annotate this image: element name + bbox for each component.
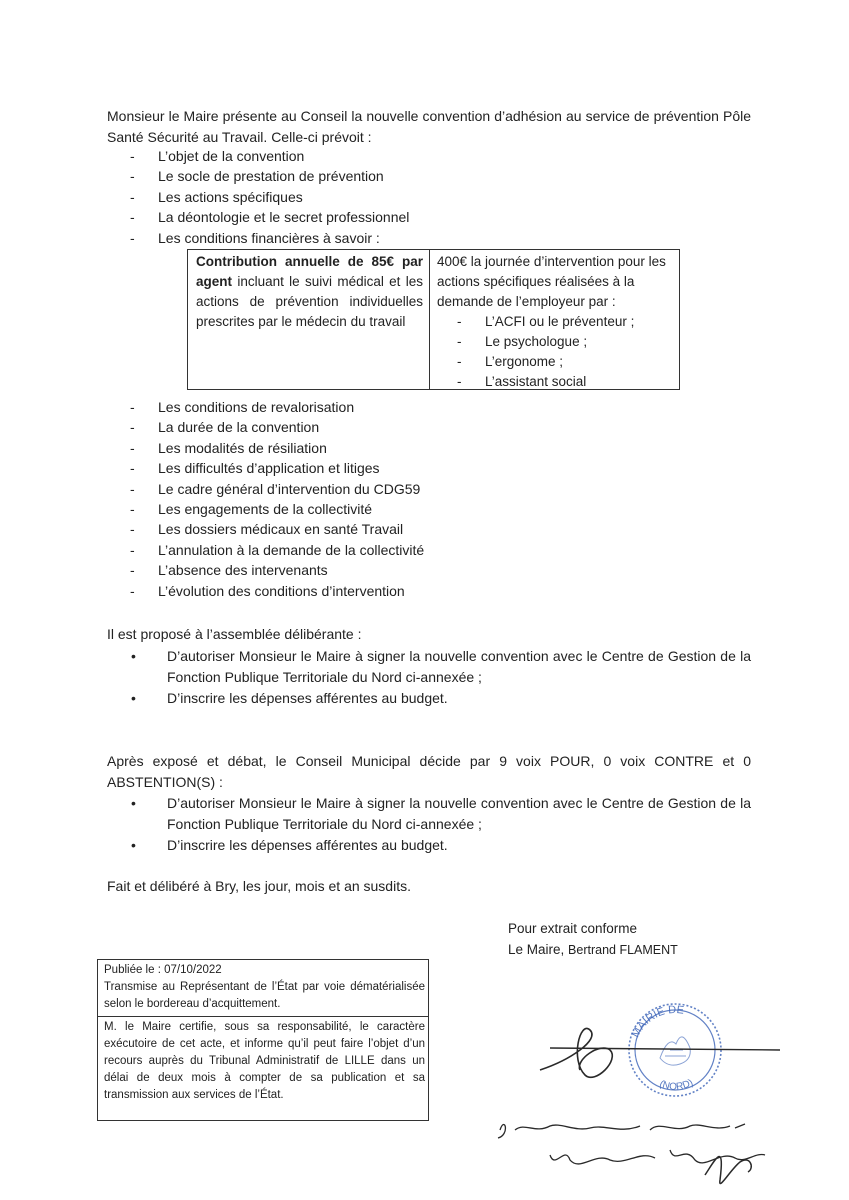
extract-conforme-label: Pour extrait conforme (508, 921, 638, 936)
mayor-line: Le Maire, Bertrand FLAMENT (508, 942, 678, 957)
list-item: - L’annulation à la demande de la collectivité (130, 541, 425, 558)
list-item: - Les dossiers médicaux en santé Travail (130, 521, 404, 538)
list-item: - L’objet de la convention (130, 148, 305, 164)
list-item: - L’évolution des conditions d’intervention (130, 582, 405, 599)
secretary-handwritten-note (480, 1100, 800, 1200)
decision-heading: Après exposé et débat, le Conseil Municipal décide par 9 voix POUR, 0 voix CONTRE et 0 ABSTENTION(S) : (107, 753, 751, 790)
list-item: - L’ergonome ; (457, 354, 564, 369)
publication-date: Publiée le : 07/10/2022 (104, 964, 222, 976)
certification-text: M. le Maire certifie, sous sa responsabilité, le caractère exécutoire de cet acte, et informe qu’il peut faire l’objet d’un recours auprès du Tribunal Administratif de LILLE dans un délai de deux mois à compter de sa publication et sa transmission aux services de l’État. (104, 1021, 425, 1101)
stamp-bottom-text: (NORD) (657, 1077, 696, 1093)
list-item: • D’autoriser Monsieur le Maire à signer la nouvelle convention avec le Centre de Gestion de la Fonction Publique Territoriale du Nord ci-annexée ; (131, 648, 751, 685)
daily-rate-cell (430, 250, 679, 389)
list-item: - Les actions spécifiques (130, 188, 303, 205)
secretary-signature (480, 1100, 800, 1195)
list-item: - Le psychologue ; (457, 334, 588, 349)
list-item: - La déontologie et le secret professionnel (130, 209, 410, 226)
proposal-list (107, 646, 751, 709)
financial-conditions-table (187, 249, 680, 390)
annual-contribution-cell (188, 250, 430, 389)
list-item: - La durée de la convention (130, 419, 320, 436)
divider (98, 1016, 428, 1017)
intro-paragraph: Monsieur le Maire présente au Conseil la nouvelle convention d’adhésion au service de prévention Pôle Santé Sécurité au Travail. Celle-ci prévoit : (107, 108, 751, 145)
annual-contribution-details: incluant le suivi médical et les actions de prévention individuelles prescrites par le médecin du travail (196, 274, 423, 329)
transmission-text: Transmise au Représentant de l’État par voie dématérialisée selon le bordereau d’acquittement. (104, 981, 425, 1010)
list-item: - Les conditions de revalorisation (130, 399, 355, 415)
list-item: - Les difficultés d’application et litiges (130, 460, 380, 477)
publication-box (97, 959, 429, 1121)
mayor-name: Bertrand FLAMENT (568, 943, 678, 957)
list-item: - L’ACFI ou le préventeur ; (457, 314, 635, 329)
mayor-signature (480, 1020, 790, 1093)
list-item: - Le cadre général d’intervention du CDG59 (130, 480, 421, 497)
list-item: - Les conditions financières à savoir : (130, 229, 380, 246)
list-item: - L’absence des intervenants (130, 562, 328, 579)
list-item: • D’inscrire les dépenses afférentes au budget. (131, 837, 448, 853)
list-item: - Les engagements de la collectivité (130, 500, 373, 517)
intervenant-list (437, 312, 673, 392)
annual-contribution-amount: Contribution annuelle de 85€ par agent (196, 254, 423, 289)
list-item: - Le socle de prestation de prévention (130, 168, 384, 185)
signature-block (508, 918, 678, 961)
convention-items-list-a (107, 146, 747, 248)
proposal-heading: Il est proposé à l’assemblée délibérante : (107, 626, 362, 642)
convention-items-list-b (107, 397, 747, 601)
list-item: - L’assistant social (457, 374, 587, 389)
decision-list (107, 793, 751, 856)
closing-statement: Fait et délibéré à Bry, les jour, mois et an susdits. (107, 878, 411, 894)
list-item: • D’inscrire les dépenses afférentes au budget. (131, 690, 448, 706)
daily-rate-text: 400€ la journée d’intervention pour les actions spécifiques réalisées à la demande de l’employeur par : (437, 254, 666, 309)
stamp-top-text: MAIRIE DE (629, 1003, 685, 1040)
list-item: - Les modalités de résiliation (130, 439, 327, 456)
list-item: • D’autoriser Monsieur le Maire à signer la nouvelle convention avec le Centre de Gestion de la Fonction Publique Territoriale du Nord ci-annexée ; (131, 795, 751, 832)
